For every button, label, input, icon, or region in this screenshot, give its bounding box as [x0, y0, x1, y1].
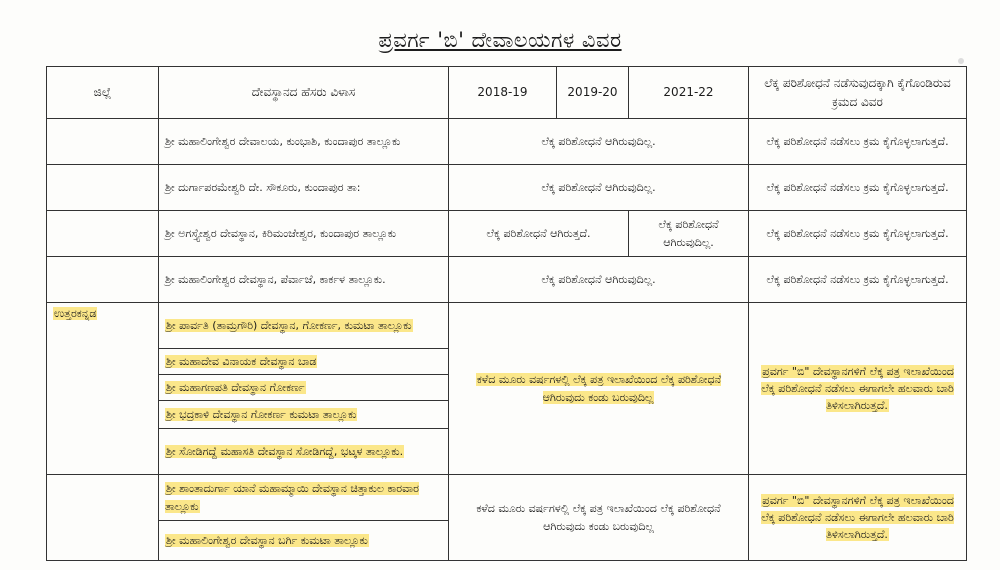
temple-cell [159, 401, 449, 429]
audit-status-cell: ಲೆಕ್ಕ ಪರಿಶೋಧನೆ ಆಗಿರುವುದಿಲ್ಲ. [449, 165, 749, 211]
district-cell [47, 119, 159, 165]
header-district: ಜಿಲ್ಲೆ [47, 67, 159, 119]
district-cell [47, 211, 159, 257]
audit-status-text: ಕಳೆದ ಮೂರು ವರ್ಷಗಳಲ್ಲಿ ಲೆಕ್ಕ ಪತ್ರ ಇಲಾಖೆಯಿಂದ ಲೆಕ್ಕ ಪರಿಶೋಧನೆ ಆಗಿರುವುದು ಕಂಡು ಬರುವುದಿಲ್ಲ [476, 373, 722, 404]
header-year-2018: 2018-19 [449, 67, 557, 119]
temple-audit-table [46, 66, 967, 561]
audit-status-cell [449, 303, 749, 475]
action-cell: ಲೆಕ್ಕ ಪರಿಶೋಧನೆ ನಡೆಸಲು ಕ್ರಮ ಕೈಗೊಳ್ಳಲಾಗುತ್ತದೆ. [749, 119, 967, 165]
temple-cell: ಶ್ರೀ ಮಹಾಲಿಂಗೇಶ್ವರ ದೇವಸ್ಥಾನ, ಪೆರ್ವಾಜೆ, ಕಾರ್ಕಳ ತಾಲ್ಲೂಕು. [159, 257, 449, 303]
table-row [47, 165, 967, 211]
audit-status-cell: ಲೆಕ್ಕ ಪರಿಶೋಧನೆ ಆಗಿರುವುದಿಲ್ಲ. [629, 211, 749, 257]
temple-name: ಶ್ರೀ ಭದ್ರಕಾಳಿ ದೇವಸ್ಥಾನ ಗೋಕರ್ಣ ಕುಮಟಾ ತಾಲ್ಲೂಕು [166, 407, 357, 421]
action-text: ಪ್ರವರ್ಗ "ಬಿ" ದೇವಸ್ಥಾನಗಳಿಗೆ ಲೆಕ್ಕ ಪತ್ರ ಇಲಾಖೆಯಿಂದ ಲೆಕ್ಕ ಪರಿಶೋಧನೆ ನಡೆಸಲು ಈಗಾಗಲೇ ಹಲವಾರು ಬಾರಿ ತಿಳಿಸಲಾಗಿರುತ್ತದೆ. [761, 364, 954, 413]
temple-cell [159, 349, 449, 375]
action-cell: ಲೆಕ್ಕ ಪರಿಶೋಧನೆ ನಡೆಸಲು ಕ್ರಮ ಕೈಗೊಳ್ಳಲಾಗುತ್ತದೆ. [749, 211, 967, 257]
table-row [47, 257, 967, 303]
temple-cell [159, 429, 449, 475]
district-cell [47, 303, 159, 475]
audit-status-cell: ಕಳೆದ ಮೂರು ವರ್ಷಗಳಲ್ಲಿ ಲೆಕ್ಕ ಪತ್ರ ಇಲಾಖೆಯಿಂದ ಲೆಕ್ಕ ಪರಿಶೋಧನೆ ಆಗಿರುವುದು ಕಂಡು ಬರುವುದಿಲ್ಲ [449, 475, 749, 561]
temple-name: ಶ್ರೀ ಪಾರ್ವತಿ (ತಾಮ್ರಗೌರಿ) ದೇವಸ್ಥಾನ, ಗೋಕರ್ಣ, ಕುಮಟಾ ತಾಲ್ಲೂಕು [166, 318, 412, 332]
temple-name: ಶ್ರೀ ಸೋಡಿಗದ್ದೆ ಮಹಾಸತಿ ದೇವಸ್ಥಾನ ಸೋಡಿಗದ್ದೆ, ಭಟ್ಕಳ ತಾಲ್ಲೂಕು. [166, 444, 404, 458]
district-cell [47, 257, 159, 303]
audit-status-cell: ಲೆಕ್ಕ ಪರಿಶೋಧನೆ ಆಗಿರುವುದಿಲ್ಲ. [449, 119, 749, 165]
header-action: ಲೆಕ್ಕ ಪರಿಶೋಧನೆ ನಡೆಸುವುದಕ್ಕಾಗಿ ಕೈಗೊಂಡಿರುವ ಕ್ರಮದ ವಿವರ [749, 67, 967, 119]
temple-cell: ಶ್ರೀ ಮಹಾಲಿಂಗೇಶ್ವರ ದೇವಾಲಯ, ಕುಂಭಾಶಿ, ಕುಂದಾಪುರ ತಾಲ್ಲೂಕು [159, 119, 449, 165]
scan-mark [958, 58, 964, 64]
action-text: ಪ್ರವರ್ಗ "ಬಿ" ದೇವಸ್ಥಾನಗಳಿಗೆ ಲೆಕ್ಕ ಪತ್ರ ಇಲಾಖೆಯಿಂದ ಲೆಕ್ಕ ಪರಿಶೋಧನೆ ನಡೆಸಲು ಈಗಾಗಲೇ ಹಲವಾರು ಬಾರಿ ತಿಳಿಸಲಾಗಿರುತ್ತದೆ. [761, 493, 954, 542]
temple-cell [159, 475, 449, 521]
table-row [47, 119, 967, 165]
temple-cell: ಶ್ರೀ ದುರ್ಗಾಪರಮೇಶ್ವರಿ ದೇ. ಸೌಕೂರು, ಕುಂದಾಪುರ ತಾ: [159, 165, 449, 211]
district-cell [47, 165, 159, 211]
district-cell [47, 475, 159, 561]
temple-name: ಶ್ರೀ ಮಹಾದೇವ ವಿನಾಯಕ ದೇವಸ್ಥಾನ ಬಾಡ [166, 354, 317, 368]
table-row [47, 303, 967, 349]
temple-name: ಶ್ರೀ ಮಹಾಗಣಪತಿ ದೇವಸ್ಥಾನ ಗೋಕರ್ಣ [166, 380, 305, 394]
table-row [47, 211, 967, 257]
action-cell: ಲೆಕ್ಕ ಪರಿಶೋಧನೆ ನಡೆಸಲು ಕ್ರಮ ಕೈಗೊಳ್ಳಲಾಗುತ್ತದೆ. [749, 165, 967, 211]
district-name: ಉತ್ತರಕನ್ನಡ [54, 307, 97, 320]
temple-cell [159, 375, 449, 401]
header-temple: ದೇವಸ್ಥಾನದ ಹೆಸರು ವಿಳಾಸ [159, 67, 449, 119]
temple-cell: ಶ್ರೀ ಅಗಸ್ತ್ಯೇಶ್ವರ ದೇವಸ್ಥಾನ, ಕಿರಿಮಂಜೇಶ್ವರ, ಕುಂದಾಪುರ ತಾಲ್ಲೂಕು [159, 211, 449, 257]
temple-cell [159, 521, 449, 561]
header-year-2019: 2019-20 [557, 67, 629, 119]
temple-name: ಶ್ರೀ ಮಹಾಲಿಂಗೇಶ್ವರ ದೇವಸ್ಥಾನ ಬರ್ಗಿ ಕುಮಟಾ ತಾಲ್ಲೂಕು [166, 533, 368, 547]
temple-cell [159, 303, 449, 349]
document-title: ಪ್ರವರ್ಗ 'ಬಿ' ದೇವಾಲಯಗಳ ವಿವರ [378, 28, 622, 52]
header-row [47, 67, 967, 119]
table-row [47, 475, 967, 521]
action-cell: ಲೆಕ್ಕ ಪರಿಶೋಧನೆ ನಡೆಸಲು ಕ್ರಮ ಕೈಗೊಳ್ಳಲಾಗುತ್ತದೆ. [749, 257, 967, 303]
temple-name: ಶ್ರೀ ಶಾಂತಾದುರ್ಗಾ ಯಾನೆ ಮಹಾಮ್ಮಾಯಿ ದೇವಸ್ಥಾನ ಚಿತ್ತಾಕುಲ ಕಾರವಾರ ತಾಲ್ಲೂಕು [165, 482, 419, 513]
audit-status-cell: ಲೆಕ್ಕ ಪರಿಶೋಧನೆ ಆಗಿರುತ್ತದೆ. [449, 211, 629, 257]
header-year-2021: 2021-22 [629, 67, 749, 119]
action-cell [749, 303, 967, 475]
audit-status-cell: ಲೆಕ್ಕ ಪರಿಶೋಧನೆ ಆಗಿರುವುದಿಲ್ಲ. [449, 257, 749, 303]
action-cell [749, 475, 967, 561]
